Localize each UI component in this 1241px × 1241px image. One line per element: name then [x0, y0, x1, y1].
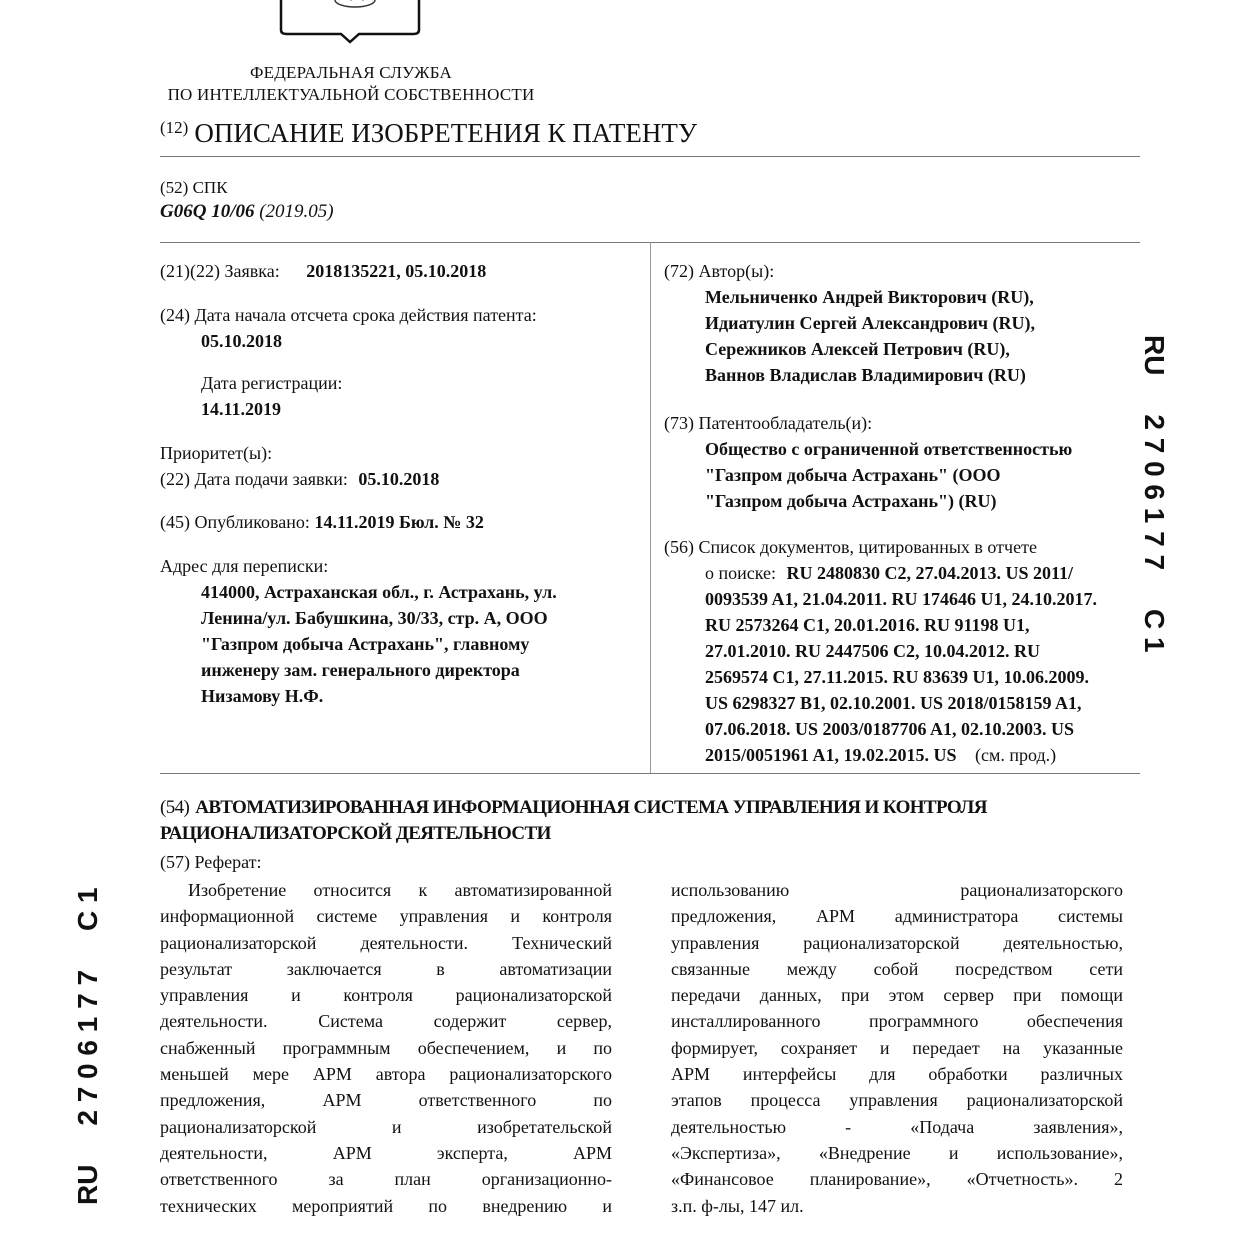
citation-line: RU 2573264 C1, 20.01.2016. RU 91198 U1,: [705, 615, 1030, 635]
holder-line: "Газпром добыча Астрахань" (ООО: [705, 465, 1001, 485]
agency-line-1: ФЕДЕРАЛЬНАЯ СЛУЖБА: [250, 63, 452, 82]
abstract-line: технических мероприятий по внедрению и: [160, 1195, 612, 1216]
abstract-right-column: [671, 877, 1123, 1219]
application-label: (21)(22) Заявка:: [160, 261, 280, 281]
author-name: Сережников Алексей Петрович (RU),: [705, 339, 1010, 359]
citation-line: US 6298327 B1, 02.10.2001. US 2018/0158159 A1,: [705, 693, 1082, 713]
side-kind: C 1: [1139, 608, 1170, 653]
published-date: 14.11.2019: [314, 512, 395, 532]
citations-label-cont: о поиске:: [705, 563, 777, 583]
invention-title-line-1: АВТОМАТИЗИРОВАННАЯ ИНФОРМАЦИОННАЯ СИСТЕМА УПРАВЛЕНИЯ И КОНТРОЛЯ: [195, 797, 987, 818]
document-title-code: (12): [160, 118, 189, 137]
abstract-line: ответственного за план организационно-: [160, 1169, 612, 1190]
side-number: 2 7 0 6 1 7 7: [72, 969, 103, 1126]
term-start-label: (24) Дата начала отсчета срока действия патента:: [160, 305, 537, 325]
published-label: (45) Опубликовано:: [160, 512, 310, 532]
priority-field: [160, 440, 439, 492]
abstract-line: рационализаторской деятельности. Технический: [160, 932, 612, 953]
document-title-text: ОПИСАНИЕ ИЗОБРЕТЕНИЯ К ПАТЕНТУ: [194, 118, 697, 148]
abstract-left-column: [160, 877, 612, 1219]
abstract-line: предложения, АРМ ответственного по: [160, 1090, 612, 1111]
address-line: Ленина/ул. Бабушкина, 30/33, стр. А, ООО: [201, 608, 548, 628]
citations-field: [664, 534, 1097, 768]
term-start-value: 05.10.2018: [201, 331, 282, 351]
address-line: 414000, Астраханская обл., г. Астрахань, ул.: [201, 582, 557, 602]
holder-line: Общество с ограниченной ответственностью: [705, 439, 1073, 459]
holder-line: "Газпром добыча Астрахань") (RU): [705, 491, 997, 511]
abstract-line: управления рационализаторской деятельностью,: [671, 932, 1123, 953]
agency-name: [130, 62, 572, 106]
address-line: "Газпром добыча Астрахань", главному: [201, 634, 530, 654]
classification-version: (2019.05): [259, 201, 334, 222]
citations-label: (56) Список документов, цитированных в отчете: [664, 537, 1037, 557]
abstract-line: предложения, АРМ администратора системы: [671, 906, 1123, 927]
registration-field: [160, 370, 342, 422]
authors-field: [664, 258, 1035, 388]
term-start-field: [160, 302, 537, 354]
abstract-line: з.п. ф-лы, 147 ил.: [671, 1195, 804, 1216]
citation-line: 0093539 A1, 21.04.2011. RU 174646 U1, 24.10.2017.: [705, 589, 1098, 609]
authors-label: (72) Автор(ы):: [664, 261, 775, 281]
citation-line: 07.06.2018. US 2003/0187706 A1, 02.10.2003. US: [705, 719, 1075, 739]
divider-biblio-vertical: [650, 242, 651, 773]
side-country: RU: [72, 1164, 103, 1205]
address-line: Низамову Н.Ф.: [201, 686, 324, 706]
document-title: [160, 118, 697, 149]
classification-block: [160, 176, 334, 224]
invention-title-code: (54): [160, 797, 190, 818]
registration-value: 14.11.2019: [201, 399, 282, 419]
abstract-line: управления и контроля рационализаторской: [160, 985, 612, 1006]
abstract-line: деятельности, АРМ эксперта, АРМ: [160, 1142, 612, 1163]
address-line: инженеру зам. генерального директора: [201, 660, 520, 680]
abstract-line: снабженный программным обеспечением, и по: [160, 1037, 612, 1058]
citation-line: 2015/0051961 A1, 19.02.2015. US: [705, 745, 957, 765]
patent-number-vertical-right: [1138, 335, 1170, 653]
abstract-line: «Финансовое планирование», «Отчетность». 2: [671, 1169, 1123, 1190]
classification-label: (52) СПК: [160, 178, 228, 197]
address-label: Адрес для переписки:: [160, 556, 329, 576]
address-field: [160, 553, 557, 709]
abstract-line: «Экспертиза», «Внедрение и использование»,: [671, 1142, 1123, 1163]
citation-line: RU 2480830 C2, 27.04.2013. US 2011/: [786, 563, 1074, 583]
abstract-label: (57) Реферат:: [160, 852, 262, 872]
abstract-line: связанные между собой посредством сети: [671, 958, 1123, 979]
invention-title: [160, 795, 1140, 847]
citation-line: 2569574 C1, 27.11.2015. RU 83639 U1, 10.06.2009.: [705, 667, 1090, 687]
patent-number-vertical-left: [72, 887, 104, 1205]
abstract-line: информационной системе управления и контроля: [160, 906, 612, 927]
abstract-line: этапов процесса управления рационализаторской: [671, 1090, 1123, 1111]
abstract-line: деятельности. Система содержит сервер,: [160, 1011, 612, 1032]
application-value: 2018135221, 05.10.2018: [306, 261, 487, 281]
abstract-line: передачи данных, при этом сервер при помощи: [671, 985, 1123, 1006]
filing-label: (22) Дата подачи заявки:: [160, 469, 348, 489]
side-kind: C 1: [72, 887, 103, 932]
registration-label: Дата регистрации:: [201, 373, 343, 393]
abstract-line: инсталлированного программного обеспечения: [671, 1011, 1123, 1032]
abstract-line: использованию рационализаторского: [671, 880, 1123, 900]
abstract-line: результат заключается в автоматизации: [160, 958, 612, 979]
citation-line: 27.01.2010. RU 2447506 C2, 10.04.2012. RU: [705, 641, 1040, 661]
side-number: 2 7 0 6 1 7 7: [1139, 414, 1170, 571]
divider-biblio-bottom: [160, 773, 1140, 774]
abstract-line: деятельностью - «Подача заявления»,: [671, 1116, 1123, 1137]
agency-line-2: ПО ИНТЕЛЛЕКТУАЛЬНОЙ СОБСТВЕННОСТИ: [167, 85, 535, 104]
invention-title-line-2: РАЦИОНАЛИЗАТОРСКОЙ ДЕЯТЕЛЬНОСТИ: [160, 823, 551, 844]
classification-value: [160, 200, 334, 224]
holders-label: (73) Патентообладатель(и):: [664, 413, 873, 433]
priority-label: Приоритет(ы):: [160, 443, 273, 463]
side-country: RU: [1139, 335, 1170, 376]
filing-value: 05.10.2018: [358, 469, 440, 489]
abstract-line: формирует, сохраняет и передает на указанные: [671, 1037, 1123, 1058]
author-name: Ваннов Владислав Владимирович (RU): [705, 365, 1026, 385]
abstract-line: Изобретение относится к автоматизированной: [188, 880, 612, 900]
holders-field: [664, 410, 1072, 514]
bulletin-number: Бюл. № 32: [398, 512, 484, 532]
abstract-line: рационализаторской и изобретательской: [160, 1116, 612, 1137]
divider-top: [160, 156, 1140, 157]
classification-code: G06Q 10/06: [160, 201, 255, 222]
application-field: [160, 258, 486, 284]
continued-note: (см. прод.): [975, 745, 1057, 765]
abstract-line: АРМ интерфейсы для обработки различных: [671, 1064, 1123, 1085]
author-name: Идиатулин Сергей Александрович (RU),: [705, 313, 1036, 333]
coat-of-arms-emblem-icon: [279, 0, 421, 48]
abstract-line: меньшей мере АРМ автора рационализаторского: [160, 1064, 612, 1085]
author-name: Мельниченко Андрей Викторович (RU),: [705, 287, 1034, 307]
published-field: [160, 509, 484, 535]
